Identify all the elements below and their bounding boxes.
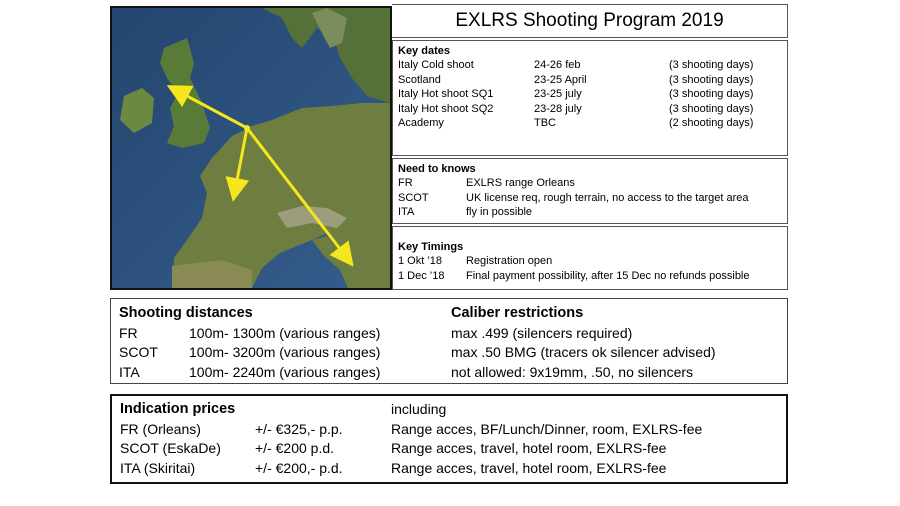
key-timings-section <box>392 226 788 290</box>
distance-row: SCOT 100m- 3200m (various ranges) max .50 BMG (tracers ok silencer advised) <box>119 344 716 360</box>
caliber-restrictions-heading: Caliber restrictions <box>451 305 584 321</box>
prices-header-row <box>120 400 786 420</box>
indication-prices-section <box>110 394 788 484</box>
key-date-row: Academy TBC (2 shooting days) <box>398 117 754 129</box>
shooting-distances-heading: Shooting distances <box>119 305 253 321</box>
need-to-knows-heading: Need to knows <box>398 163 476 175</box>
distance-row: FR 100m- 1300m (various ranges) max .499 (silencers required) <box>119 324 633 341</box>
key-date-row: Italy Hot shoot SQ2 23-28 july (3 shooting days) <box>398 102 754 115</box>
distance-row: ITA 100m- 2240m (various ranges) not allowed: 9x19mm, .50, no silencers <box>119 363 694 380</box>
key-date-row: Italy Hot shoot SQ1 23-25 july (3 shooting days) <box>398 88 754 100</box>
need-to-knows-section <box>392 158 788 224</box>
key-date-row: Italy Cold shoot 24-26 feb (3 shooting days) <box>398 59 754 71</box>
shooting-distances-section <box>110 298 788 384</box>
map-image <box>112 8 390 288</box>
key-dates-heading: Key dates <box>398 45 450 57</box>
europe-map <box>110 6 392 290</box>
key-timing-row: 1 Dec ’18 Final payment possibility, after 15 Dec no refunds possible <box>398 269 750 282</box>
price-row: FR (Orleans) +/- €325,- p.p. Range acces, BF/Lunch/Dinner, room, EXLRS-fee <box>120 420 703 437</box>
key-dates-section <box>392 40 788 156</box>
key-timing-row: 1 Okt ’18 Registration open <box>398 255 553 267</box>
page-title: EXLRS Shooting Program 2019 <box>392 4 788 38</box>
price-row: ITA (Skiritai) +/- €200,- p.d. Range acces, travel, hotel room, EXLRS-fee <box>120 459 667 476</box>
key-date-row: Scotland 23-25 April (3 shooting days) <box>398 73 754 86</box>
price-row: SCOT (EskaDe) +/- €200 p.d. Range acces, travel, hotel room, EXLRS-fee <box>120 440 667 456</box>
including-heading: including <box>391 401 447 417</box>
indication-prices-heading: Indication prices <box>120 401 236 417</box>
origin-point <box>244 125 250 131</box>
need-to-know-row: SCOT UK license req, rough terrain, no access to the target area <box>398 191 749 204</box>
need-to-know-row: ITA fly in possible <box>398 206 533 218</box>
need-to-know-row: FR EXLRS range Orleans <box>398 177 575 189</box>
distances-header-row <box>119 304 787 324</box>
key-timings-heading: Key Timings <box>398 241 464 253</box>
